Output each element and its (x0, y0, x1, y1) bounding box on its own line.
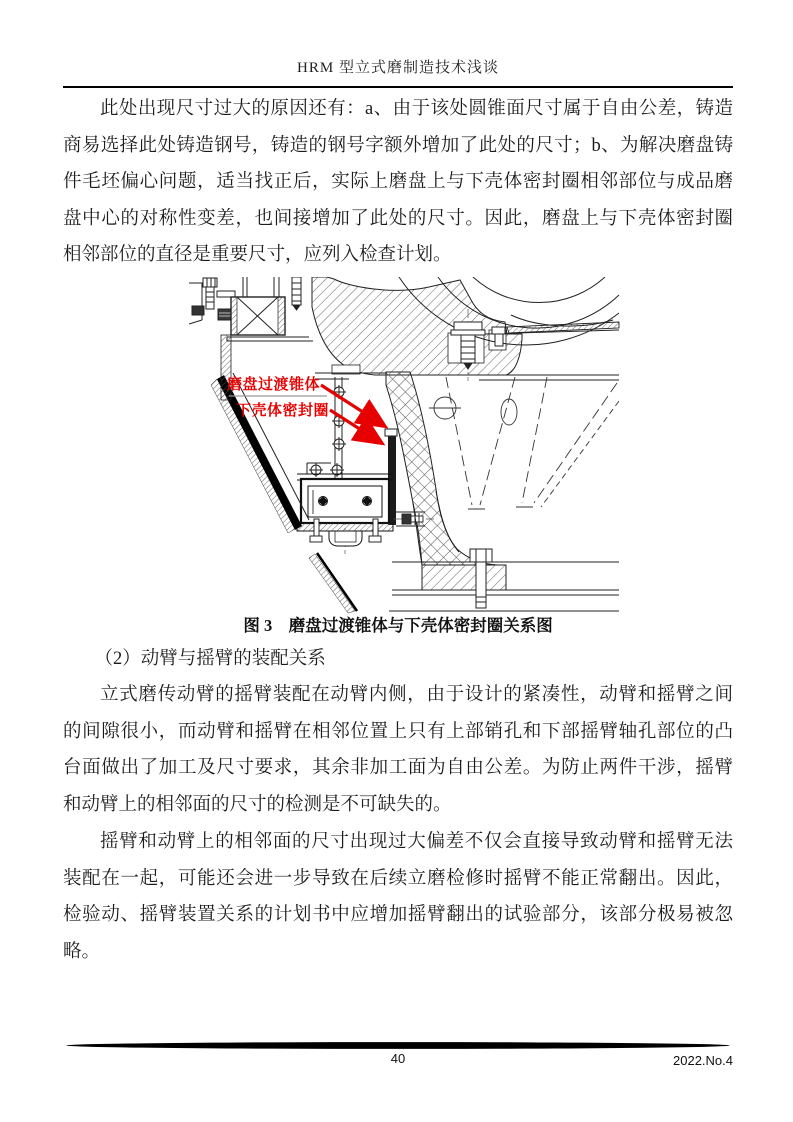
body-text-line: 装配在一起，可能还会进一步导致在后续立磨检修时摇臂不能正常翻出。因此， (63, 868, 733, 889)
body-text-line: 此处出现尺寸过大的原因还有：a、由于该处圆锥面尺寸属于自由公差，铸造 (100, 99, 733, 119)
body-text-line: 检验动、摇臂装置关系的计划书中应增加摇臂翻出的试验部分，该部分极易被忽 (63, 905, 733, 926)
body-text-line: 相邻部位的直径是重要尺寸，应列入检查计划。 (63, 245, 452, 266)
header-rule (63, 86, 733, 88)
hold-down-bolt (203, 278, 217, 309)
body-text-line: 台面做出了加工及尺寸要求，其余非加工面为自由公差。为防止两件干涉，摇臂 (63, 758, 733, 779)
body-text-line: 的间隙很小，而动臂和摇臂在相邻位置上只有上部销孔和下部摇臂轴孔部位的凸 (63, 721, 733, 742)
body-text-line: 和动臂上的相邻面的尺寸的检测是不可缺失的。 (63, 794, 452, 815)
figure-drawing (189, 277, 621, 615)
body-text-line: 盘中心的对称性变差，也间接增加了此处的尺寸。因此，磨盘上与下壳体密封圈 (63, 208, 733, 229)
body-text-line: 立式磨传动臂的摇臂装配在动臂内侧，由于设计的紧凑性，动臂和摇臂之间 (100, 685, 733, 705)
figure-3 (189, 277, 621, 615)
crossed-box (231, 297, 285, 335)
diamond-bolt (319, 497, 328, 506)
cone-arrow (321, 385, 383, 425)
running-header-title: HRM 型立式磨制造技术浅谈 (297, 60, 499, 76)
lower-shell-wall (386, 372, 497, 565)
gusset-plates (429, 377, 619, 509)
figure-caption: 图 3 磨盘过渡锥体与下壳体密封圈关系图 (243, 616, 553, 635)
hub-block (329, 531, 362, 546)
mill-body-section (312, 277, 522, 379)
hole-ellipse (501, 399, 517, 425)
paragraph-1 (63, 91, 733, 274)
paragraph-3 (63, 824, 733, 970)
body-text-line: 略。 (63, 941, 101, 962)
diamond-bolt (363, 497, 372, 506)
footer-rule (63, 1042, 733, 1049)
section-heading: （2）动臂与摇臂的装配关系 (94, 649, 326, 669)
figure-label-cone: 磨盘过渡锥体 (227, 376, 321, 393)
figure-label-seal: 下壳体密封圈 (236, 402, 330, 419)
stud-bolt (292, 277, 301, 310)
body-text-line: 商易选择此处铸造钢号，铸造的钢号字额外增加了此处的尺寸；b、为解决磨盘铸 (63, 135, 733, 156)
paragraph-2 (63, 677, 733, 823)
body-text-line: 摇臂和动臂上的相邻面的尺寸出现过大偏差不仅会直接导致动臂和摇臂无法 (100, 832, 733, 852)
body-text-line: 件毛坯偏心问题，适当找正后，实际上磨盘上与下壳体密封圈相邻部位与成品磨 (63, 172, 733, 193)
page-number: 40 (390, 1051, 406, 1066)
clamp-box (297, 474, 393, 546)
issue-label: 2022.No.4 (673, 1053, 733, 1068)
